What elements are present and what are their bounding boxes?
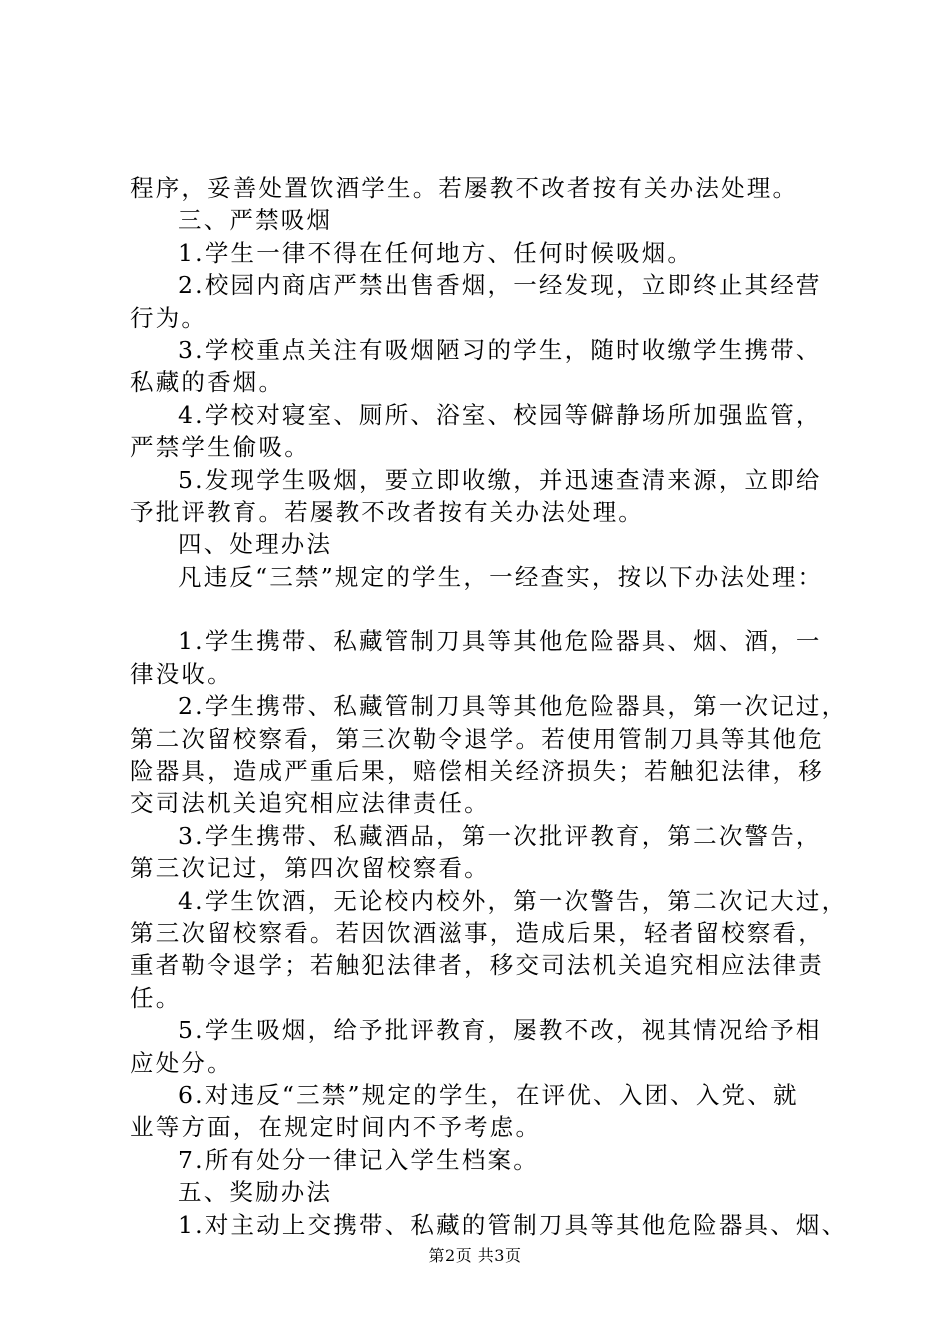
text-line: 4.学校对寝室、厕所、浴室、校园等僻静场所加强监管，	[178, 400, 822, 429]
text-line: 1.对主动上交携带、私藏的管制刀具等其他危险器具、烟、	[178, 1210, 848, 1239]
text-line: 1.学生携带、私藏管制刀具等其他危险器具、烟、酒，一	[178, 627, 822, 656]
text-line: 5.学生吸烟，给予批评教育，屡教不改，视其情况给予相	[178, 1016, 822, 1045]
text-line: 私藏的香烟。	[130, 368, 285, 397]
text-line: 予批评教育。若屡教不改者按有关办法处理。	[130, 497, 644, 526]
text-line: 第三次记过，第四次留校察看。	[130, 854, 490, 883]
section-heading-handling: 四、处理办法	[178, 530, 333, 559]
section-heading-no-smoking: 三、严禁吸烟	[178, 206, 333, 235]
text-line: 2.学生携带、私藏管制刀具等其他危险器具，第一次记过，	[178, 692, 848, 721]
document-body	[130, 172, 850, 1241]
text-line: 交司法机关追究相应法律责任。	[130, 789, 490, 818]
text-line: 险器具，造成严重后果，赔偿相关经济损失；若触犯法律，移	[130, 757, 824, 786]
text-line: 任。	[130, 983, 182, 1012]
text-line: 第三次留校察看。若因饮酒滋事，造成后果，轻者留校察看，	[130, 918, 824, 947]
text-line: 重者勒令退学；若触犯法律者，移交司法机关追究相应法律责	[130, 951, 824, 980]
text-line: 3.学生携带、私藏酒品，第一次批评教育，第二次警告，	[178, 821, 822, 850]
text-line: 严禁学生偷吸。	[130, 433, 310, 462]
text-line: 程序，妥善处置饮酒学生。若屡教不改者按有关办法处理。	[130, 174, 799, 202]
text-line: 6.对违反“三禁”规定的学生，在评优、入团、入党、就	[178, 1080, 799, 1109]
text-line: 2.校园内商店严禁出售香烟，一经发现，立即终止其经营	[178, 271, 822, 300]
text-line: 5.发现学生吸烟，要立即收缴，并迅速查清来源，立即给	[178, 465, 822, 494]
text-line: 律没收。	[130, 659, 233, 688]
text-line: 应处分。	[130, 1048, 233, 1077]
text-line: 凡违反“三禁”规定的学生，一经查实，按以下办法处理：	[178, 562, 824, 591]
text-line: 7.所有处分一律记入学生档案。	[178, 1145, 539, 1174]
section-heading-rewards: 五、奖励办法	[178, 1178, 333, 1207]
text-line: 4.学生饮酒，无论校内校外，第一次警告，第二次记大过，	[178, 886, 848, 915]
text-line: 3.学校重点关注有吸烟陋习的学生，随时收缴学生携带、	[178, 335, 822, 364]
text-line: 业等方面，在规定时间内不予考虑。	[130, 1113, 542, 1142]
page-number-footer: 第2页 共3页	[428, 1246, 522, 1265]
text-line: 第二次留校察看，第三次勒令退学。若使用管制刀具等其他危	[130, 724, 824, 753]
text-line: 1.学生一律不得在任何地方、任何时候吸烟。	[178, 238, 694, 267]
blank-line	[130, 593, 850, 625]
text-line: 行为。	[130, 303, 208, 332]
